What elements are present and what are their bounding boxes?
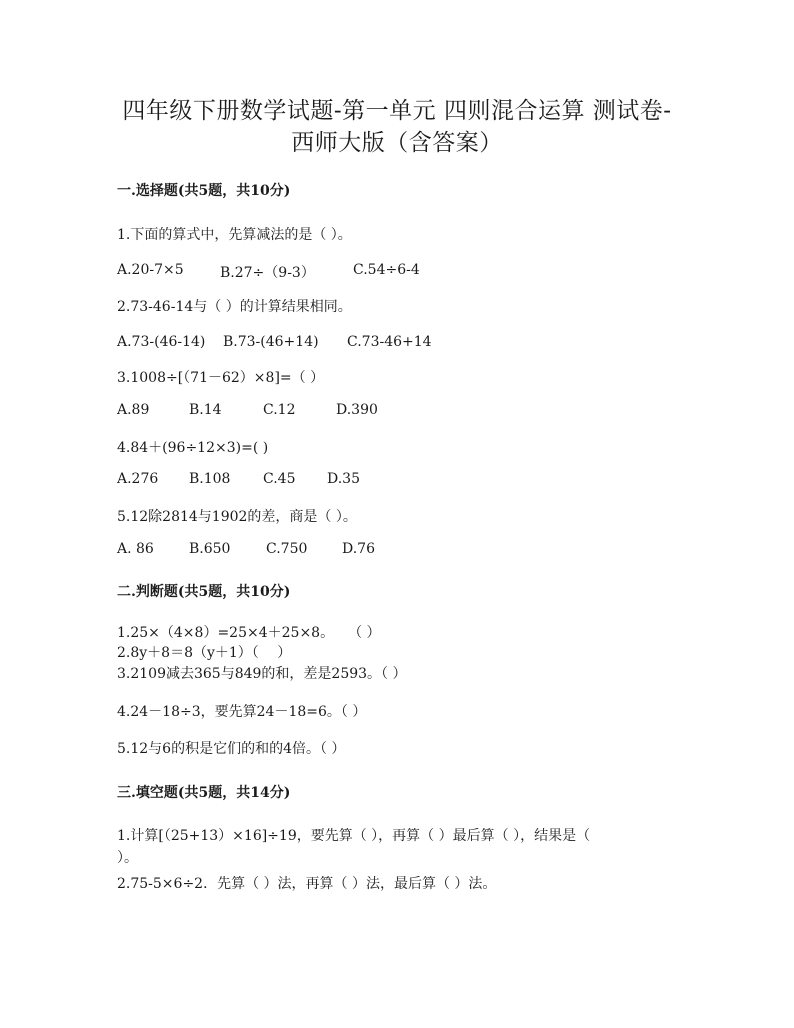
question-3-2: 2.75-5×6÷2．先算（ ）法，再算（ ）法，最后算（ ）法。 (117, 876, 497, 892)
option-d: D.390 (336, 402, 378, 418)
option-a: A.20-7×5 (117, 262, 184, 278)
question-2-2: 2.8y＋8＝8（y＋1）（ ） (117, 645, 292, 661)
option-b: B.14 (189, 402, 222, 418)
option-d: D.35 (327, 471, 360, 487)
option-c: C.750 (266, 541, 308, 557)
question-3-1-cont: ）。 (117, 850, 138, 866)
option-b: B.108 (189, 471, 231, 487)
option-a: A.276 (117, 471, 159, 487)
question-2-1: 1.25×（4×8）=25×4＋25×8。 （ ） (117, 625, 381, 641)
option-c: C.73-46+14 (347, 334, 432, 350)
option-d: D.76 (342, 541, 375, 557)
question-1-4: 4.84＋(96÷12×3)=( ) (117, 440, 269, 456)
question-2-5: 5.12与6的积是它们的和的4倍。（ ） (117, 741, 346, 757)
question-3-1: 1.计算[（25+13）×16]÷19，要先算（ ），再算（ ）最后算（ ），结果是（ (117, 828, 591, 844)
option-c: C.12 (263, 402, 296, 418)
section-heading-fill: 三.填空题(共5题，共14分) (117, 785, 291, 801)
option-b: B.73-(46+14) (223, 334, 319, 350)
title-line-1: 四年级下册数学试题-第一单元 四则混合运算 测试卷- (122, 98, 672, 124)
question-1-1: 1.下面的算式中，先算减法的是（ ）。 (117, 227, 352, 243)
option-c: C.45 (263, 471, 296, 487)
option-a: A. 86 (117, 541, 154, 557)
question-2-4: 4.24－18÷3，要先算24－18=6。（ ） (117, 704, 367, 720)
option-b: B.650 (189, 541, 231, 557)
option-c: C.54÷6-4 (353, 262, 420, 278)
section-heading-choice: 一.选择题(共5题，共10分) (117, 183, 291, 199)
question-2-3: 3.2109减去365与849的和，差是2593。（ ） (117, 666, 407, 682)
question-1-3: 3.1008÷[（71－62）×8]=（ ） (117, 370, 325, 386)
option-a: A.73-(46-14) (117, 334, 206, 350)
question-1-5: 5.12除2814与1902的差，商是（ ）。 (117, 509, 357, 525)
question-1-2: 2.73-46-14与（ ）的计算结果相同。 (117, 299, 352, 315)
option-a: A.89 (117, 402, 150, 418)
option-b: B.27÷（9-3） (220, 265, 315, 281)
title-line-2: 西师大版（含答案） (291, 130, 503, 156)
section-heading-judgement: 二.判断题(共5题，共10分) (117, 584, 291, 600)
